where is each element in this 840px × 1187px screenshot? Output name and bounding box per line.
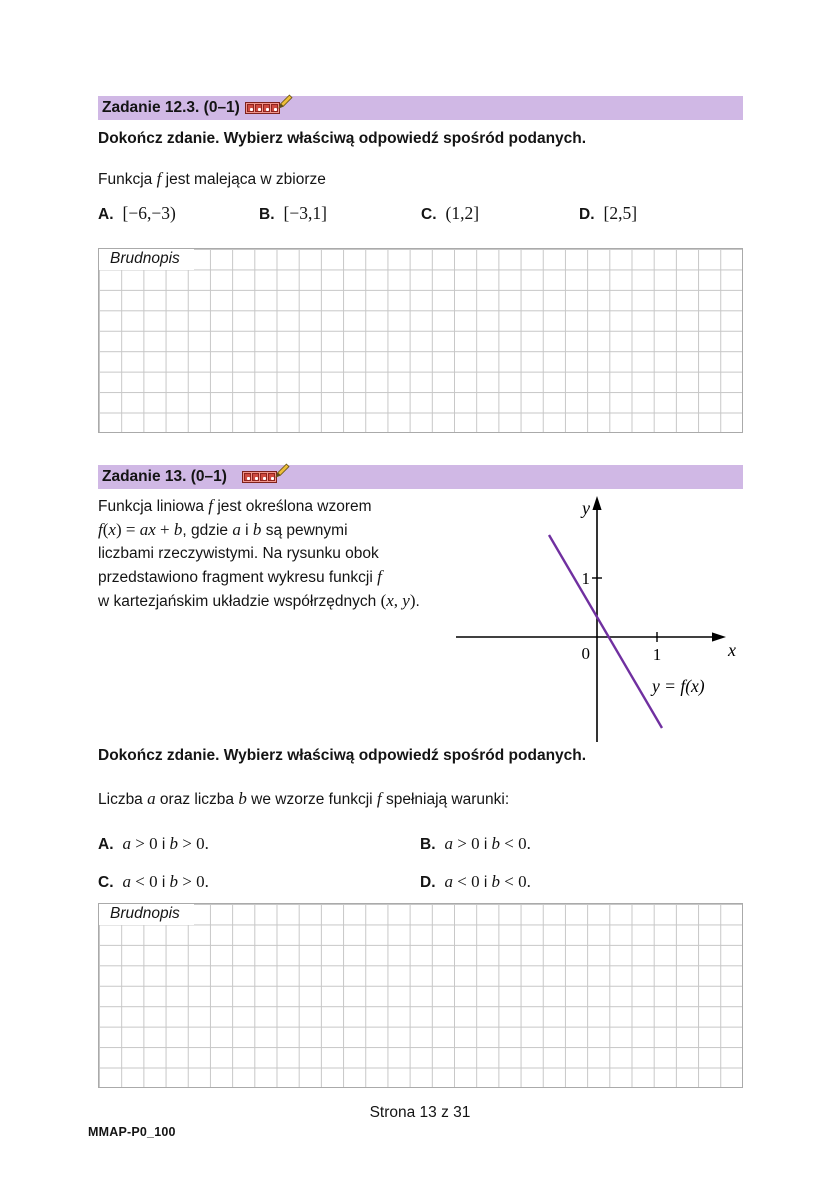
option-d-label: D. [579,206,595,223]
answer-box-icon [252,473,259,481]
option-c-label: C. [98,874,114,891]
footer-form-code: MMAP-P0_100 [88,1125,176,1139]
scratchpad-grid-1 [98,248,743,433]
scratchpad-label: Brudnopis [99,904,194,925]
task-13-title: Zadanie 13. (0–1) [102,468,227,485]
option-a-value: [−6,−3) [122,203,176,223]
option-c [98,870,420,894]
task-13-line-3: liczbami rzeczywistymi. Na rysunku obok [98,545,379,562]
option-a-value: a > 0 i b > 0. [122,834,209,853]
answer-box-icon [244,473,251,481]
answer-box-icon [247,104,254,112]
function-graph [454,494,743,744]
task-13-header-band [98,465,743,489]
option-d-value: [2,5] [603,203,638,223]
pencil-icon [274,462,291,479]
task-13-line-4: przedstawiono fragment wykresu funkcji f [98,567,382,586]
answer-box-icon [263,104,270,112]
x-tick-label: 1 [652,645,662,664]
option-c-label: C. [421,206,437,223]
task-12-3-stem: Funkcja f jest malejąca w zbiorze [98,169,326,188]
option-c [421,203,579,224]
task-13-options [98,832,743,894]
task-13-text [98,494,454,744]
origin-label: 0 [581,644,590,663]
option-d [420,870,743,894]
option-a-label: A. [98,206,114,223]
y-axis-arrow-icon [592,496,601,510]
task-13-line-5: w kartezjańskim układzie współrzędnych (x, y). [98,591,420,610]
option-b [420,832,743,856]
option-d [579,203,743,224]
task-12-3-options [98,203,743,224]
function-graph-svg [454,494,743,744]
task-12-3-instruction: Dokończ zdanie. Wybierz właściwą odpowiedź spośród podanych. [98,130,587,147]
task-13-marker [242,471,277,483]
task-13-line-1: Funkcja liniowa f jest określona wzorem [98,496,372,515]
task-13-question: Liczba a oraz liczba b we wzorze funkcji f spełniają warunki: [98,789,510,808]
option-b-label: B. [259,206,275,223]
option-a-label: A. [98,836,114,853]
option-c-value: (1,2] [445,203,480,223]
scratchpad-label: Brudnopis [99,249,194,270]
answer-boxes-icon [245,102,280,114]
task-12-3-header-band [98,96,743,120]
option-a [98,832,420,856]
answer-boxes-icon [242,471,277,483]
y-axis-label: y [582,498,590,518]
task-12-3-marker [245,102,280,114]
y-tick-label: 1 [581,569,590,588]
x-axis-arrow-icon [712,632,726,641]
scratchpad-grid-2 [98,903,743,1088]
curve-label: y = f(x) [652,676,705,696]
function-line [549,535,662,728]
footer-page-number: Strona 13 z 31 [369,1104,471,1121]
option-d-label: D. [420,874,436,891]
option-b-label: B. [420,836,436,853]
option-d-value: a < 0 i b < 0. [444,872,531,891]
answer-box-icon [255,104,262,112]
task-13-instruction: Dokończ zdanie. Wybierz właściwą odpowiedź spośród podanych. [98,747,587,764]
task-13-line-2: f(x) = ax + b, gdzie a i b są pewnymi [98,520,348,539]
task-12-3-title: Zadanie 12.3. (0–1) [102,99,240,116]
option-c-value: a < 0 i b > 0. [122,872,209,891]
option-a [98,203,259,224]
answer-box-icon [260,473,267,481]
option-b-value: [−3,1] [283,203,327,223]
option-b-value: a > 0 i b < 0. [444,834,531,853]
pencil-icon [277,93,294,110]
x-axis-label: x [728,640,736,660]
task-13-body [98,494,743,744]
option-b [259,203,421,224]
